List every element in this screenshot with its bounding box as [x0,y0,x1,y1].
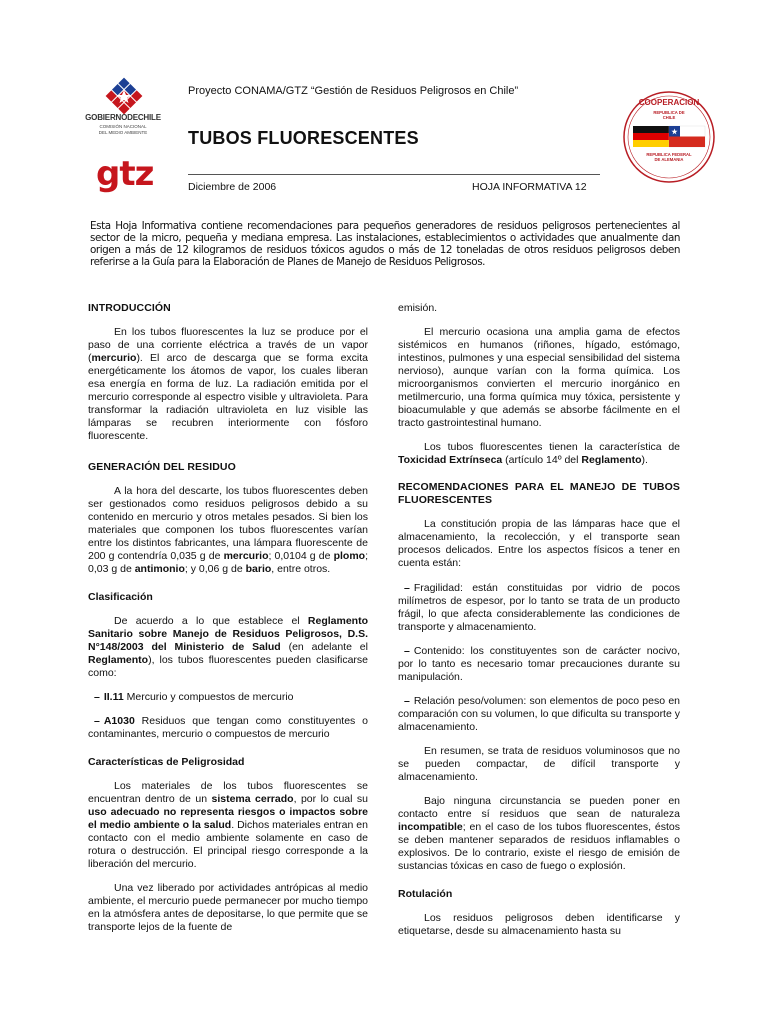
paragraph-rotulacion: Los residuos peligrosos deben identificarse y etiquetarse, desde su almacenamiento hasta su [398,912,680,937]
aspects-list [398,582,680,734]
text-run: ; y 0,06 g de [184,563,246,575]
code: A1030 [103,715,135,727]
text-run: Los tubos fluorescentes tienen la característica de [424,441,680,453]
heading-caracteristicas: Características de Peligrosidad [88,756,245,768]
text-run: En los tubos fluorescentes la luz se produce por el paso de una corriente eléctrica a través de un vapor ( [88,326,368,364]
text-run: De acuerdo a lo que establece el [114,615,308,627]
bold-run: mercurio [223,550,269,562]
bold-run: Reglamento [88,654,149,666]
paragraph-continuation: emisión. [398,302,438,314]
dash-bullet: – [404,695,410,707]
gov-subtitle [78,124,168,135]
text-run: A la hora del descarte, los tubos fluorescentes deben ser gestionados como residuos peligrosos debido a su contenido en mercurio y otros metales pesados. Si bien los materiales que componen los tubos fluorescentes varían entre los distintos fabricantes, una lámpara fluorescente de 200 g contendría 0,035 g de [88,485,368,562]
gtz-logo: gtz [96,154,154,194]
seal-top-text: COOPERACION [638,98,700,107]
text-run: (en adelante el [280,641,368,653]
paragraph-resumen: En resumen, se trata de residuos voluminosos que no se pueden compactar, de difícil transporte y almacenamiento. [398,745,680,783]
text-run: , entre otros. [271,563,331,575]
paragraph-incompatible [398,795,680,873]
dash-bullet: – [94,691,100,703]
list-item [398,695,680,734]
bold-run: plomo [333,550,366,562]
text-run: Residuos que tengan como constituyentes o contaminantes, mercurio o compuestos de mercurio [88,715,368,740]
heading-introduccion: INTRODUCCIÓN [88,302,171,314]
text-run: ), los tubos fluorescentes pueden clasificarse como: [88,654,368,679]
text-run: Bajo ninguna circunstancia se pueden poner en contacto entre sí residuos que sean de naturaleza [398,795,680,820]
project-line: Proyecto CONAMA/GTZ “Gestión de Residuos Peligrosos en Chile” [188,85,519,97]
issue-date: Diciembre de 2006 [188,181,277,193]
left-column [88,302,368,934]
bold-run: bario [245,563,272,575]
chile-flag-icon [669,126,705,147]
seal-line-2: CHILE [662,115,676,120]
paragraph-caracteristicas [88,780,368,871]
bold-run: mercurio [91,352,137,364]
list-item [398,645,680,684]
bold-run: Toxicidad Extrínseca [398,454,503,466]
sheet-number: HOJA INFORMATIVA 12 [472,181,587,193]
paragraph-introduccion [88,326,368,443]
dash-bullet: – [94,715,100,727]
bold-run: sistema cerrado [211,793,294,805]
paragraph-clasificacion [88,615,368,680]
heading-recomendaciones: RECOMENDACIONES PARA EL MANEJO DE TUBOS FLUORESCENTES [398,481,680,506]
gov-sub-line-1: COMISIÓN NACIONAL [99,124,147,129]
page-title: TUBOS FLUORESCENTES [188,128,419,148]
paragraph-toxicidad [398,441,680,467]
germany-flag-icon [633,126,669,147]
list-item [88,691,368,704]
text-run: ; 0,03 g de [88,550,368,575]
text-run: ; 0,0104 g de [268,550,334,562]
text-run: Contenido: los constituyentes son de carácter nocivo, por lo tanto es necesario tomar precauciones durante su manipulación. [398,645,680,683]
text-run: , por lo cual su [293,793,369,805]
seal-bottom-1: REPUBLICA FEDERAL [646,152,692,157]
heading-generacion: GENERACIÓN DEL RESIDUO [88,461,236,473]
seal-line-1: REPUBLICA DE [653,110,685,115]
text-run: ). El arco de descarga que se forma excita energéticamente los átomos de vapor, los cuales liberan esa energía en forma de luz. La radiación emitida por el mercurio corresponde al espectro visible y ultravioleta. Para transformar la radiación ultravioleta en luz visible las lámparas se recubren interiormente con fósforo fluorescente. [88,352,368,442]
dash-bullet: – [404,582,410,594]
bold-run: uso adecuado no representa riesgos o impactos sobre el medio ambiente o la salud [88,806,368,831]
dash-bullet: – [404,645,410,657]
text-run: (artículo 14º del [502,454,582,466]
right-column [398,302,680,938]
seal-bottom-2: DE ALEMANIA [654,157,684,162]
header-rule [188,174,600,175]
list-item [88,715,368,741]
text-run: ). [641,454,648,466]
text-run: Relación peso/volumen: son elementos de poco peso en comparación con su volumen, lo que dificulta su transporte y almacenamiento. [398,695,680,733]
paragraph-mercurio: El mercurio ocasiona una amplia gama de efectos sistémicos en humanos (riñones, hígado, estómago, intestinos, pulmones y una especial sensibilidad del sistema nervioso), aunque varían con la forma química. Los microorganismos convierten el mercurio inorgánico en metilmercurio, una forma química muy tóxica, persistente y bioacumulable y que además se absorbe fácilmente en el tracto gastrointestinal humano. [398,326,680,429]
text-run: Fragilidad: están constituidas por vidrio de pocos milímetros de espesor, por lo tanto se trata de un producto frágil, lo que afecta considerablemente las condiciones de transporte y almacenamiento. [398,582,680,633]
code: II.11 [103,691,124,703]
gov-name: GOBIERNODECHILE [85,113,161,122]
heading-clasificacion: Clasificación [88,591,153,603]
text-run: Los materiales de los tubos fluorescentes se encuentran dentro de un [88,780,368,805]
paragraph-generacion [88,485,368,576]
cooperation-seal [622,90,716,184]
gov-sub-line-2: DEL MEDIO AMBIENTE [98,129,148,135]
bold-run: Reglamento Sanitario sobre Manejo de Residuos Peligrosos, D.S. N°148/2003 del Ministerio de Salud [88,615,368,653]
bold-run: incompatible [398,821,463,833]
classification-list [88,691,368,741]
intro-paragraph: Esta Hoja Informativa contiene recomendaciones para pequeños generadores de residuos peligrosos pertenecientes al sector de la micro, pequeña y mediana empresa. Las instalaciones, establecimientos o actividades que anualmente dan origen a más de 12 kilogramos de residuos tóxicos agudos o más de 12 toneladas de otros residuos peligrosos deben referirse a la Guía para la Elaboración de Planes de Manejo de Residuos Peligrosos. [90,220,680,268]
text-run: Mercurio y compuestos de mercurio [123,691,294,703]
text-run: ; en el caso de los tubos fluorescentes, éstos se deben mantener separados de residuos inflamables o explosivos. De lo contrario, existe el riesgo de emisión de sustancias tóxicas en caso de fuego o explosión. [398,821,680,872]
bold-run: Reglamento [581,454,642,466]
heading-rotulacion: Rotulación [398,888,453,900]
list-item [398,582,680,634]
paragraph-recomendaciones: La constitución propia de las lámparas hace que el almacenamiento, la recolección, y el transporte sean procesos delicados. Entre los aspectos físicos a tener en cuenta están: [398,518,680,569]
text-run: . Dichos materiales entran en contacto con el medio ambiente solamente en caso de rotura o destrucción. El principal riesgo corresponde a la liberación del mercurio. [88,819,368,870]
paragraph-liberacion: Una vez liberado por actividades antrópicas al medio ambiente, el mercurio puede permanecer por mucho tiempo en la atmósfera antes de depositarse, lo que permite que se transporte lejos de la fuente de [88,882,368,933]
bold-run: antimonio [134,563,185,575]
